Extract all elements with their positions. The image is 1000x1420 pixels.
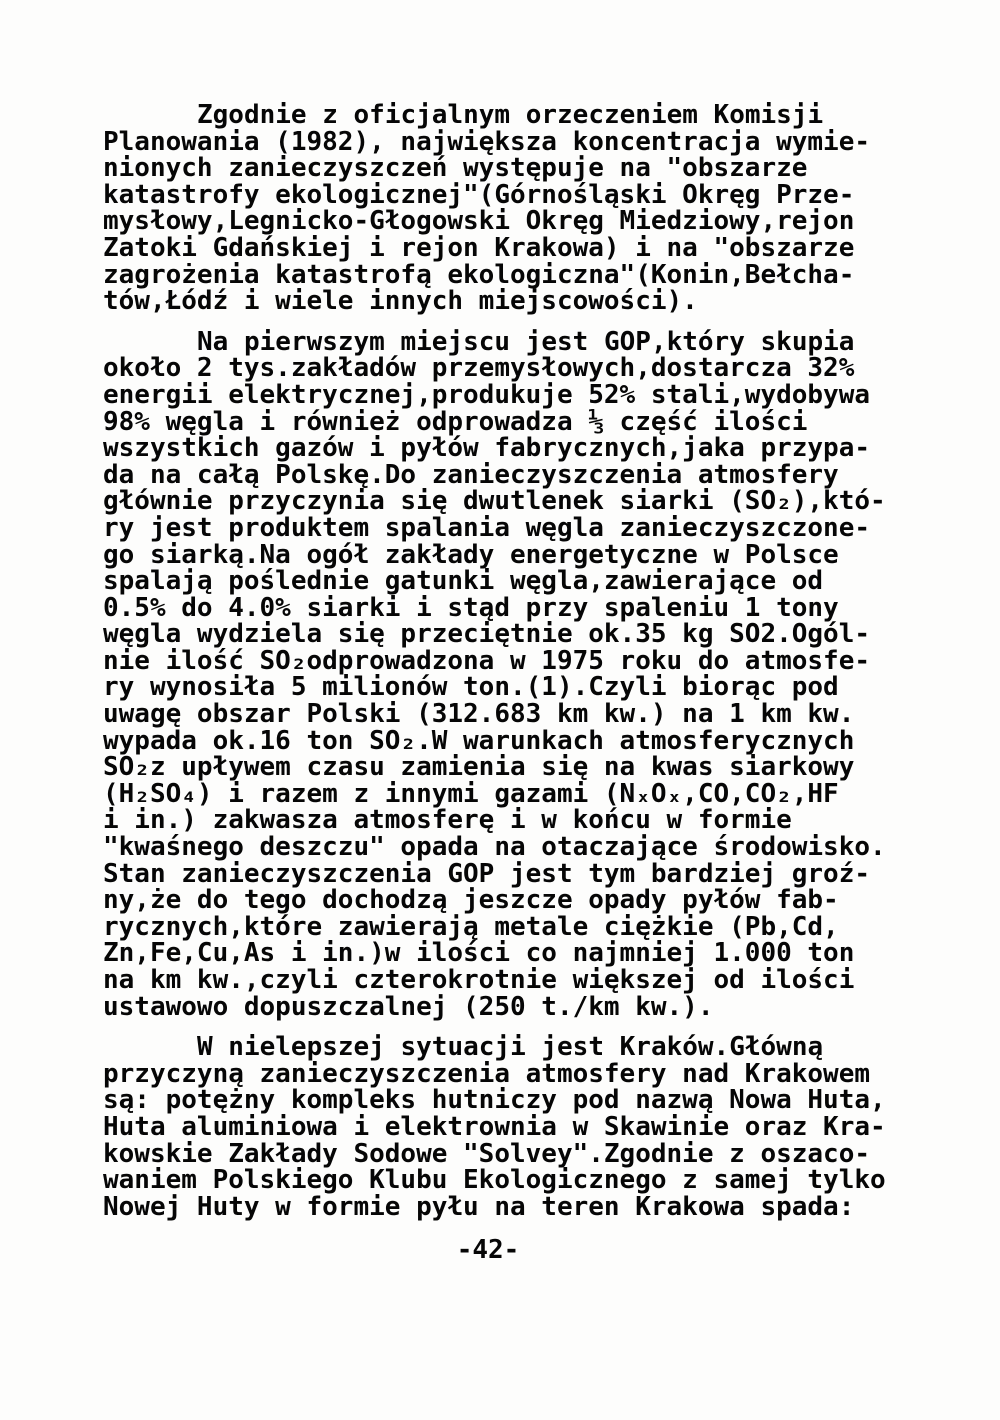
text-line: Huta aluminiowa i elektrownia w Skawinie oraz Kra- <box>103 1111 886 1142</box>
text-line: nionych zanieczyszczeń występuje na "obszarze <box>103 153 808 184</box>
text-line: Zgodnie z oficjalnym orzeczeniem Komisji <box>197 100 824 130</box>
page-number: -42- <box>456 1235 520 1266</box>
text-line: przyczyną zanieczyszczenia atmosfery nad Krakowem <box>103 1058 871 1089</box>
text-line: spalają poślednie gatunki węgla,zawierające od <box>103 566 824 597</box>
text-line: ry wynosiła 5 milionów ton.(1).Czyli biorąc pod <box>103 672 839 703</box>
text-line: wszystkich gazów i pyłów fabrycznych,jaka przypa- <box>103 433 871 464</box>
text-line: Na pierwszym miejscu jest GOP,który skupia <box>197 326 855 357</box>
text-line: zagrożenia katastrofą ekologiczna"(Konin,Bełcha- <box>103 259 855 290</box>
text-line: da na całą Polskę.Do zanieczyszczenia atmosfery <box>103 459 839 490</box>
text-line: go siarką.Na ogół zakłady energetyczne w Polsce <box>103 539 839 570</box>
text-line: tów,Łódź i wiele innych miejscowości). <box>103 286 698 317</box>
text-line: na km kw.,czyli czterokrotnie większej od ilości <box>103 965 855 995</box>
text-line: 98% węgla i również odprowadza ⅓ część ilości <box>103 406 808 437</box>
text-line: i in.) zakwasza atmosferę i w końcu w formie <box>103 805 792 836</box>
text-line: ny,że do tego dochodzą jeszcze opady pyłów fab- <box>103 885 839 916</box>
text-line: Zn,Fe,Cu,As i in.)w ilości co najmniej 1.000 ton <box>103 938 855 969</box>
text-line: W nielepszej sytuacji jest Kraków.Główną <box>197 1032 824 1063</box>
text-line: mysłowy,Legnicko-Głogowski Okręg Miedziowy,rejon <box>103 206 855 237</box>
text-line: są: potężny kompleks hutniczy pod nazwą Nowa Huta, <box>103 1085 886 1116</box>
text-line: uwagę obszar Polski (312.683 km kw.) na 1 km kw. <box>103 699 855 730</box>
text-line: głównie przyczynia się dwutlenek siarki (SO₂),któ- <box>103 486 886 517</box>
text-line: Stan zanieczyszczenia GOP jest tym bardziej groź- <box>103 858 871 889</box>
text-line: Zatoki Gdańskiej i rejon Krakowa) i na "obszarze <box>103 232 855 263</box>
text-line: wypada ok.16 ton SO₂.W warunkach atmosferycznych <box>103 725 855 756</box>
paragraph-1 <box>103 102 970 315</box>
text-line: "kwaśnego deszczu" opada na otaczające środowisko. <box>103 832 886 863</box>
text-line: (H₂SO₄) i razem z innymi gazami (NₓOₓ,CO,CO₂,HF <box>103 778 839 809</box>
text-line: około 2 tys.zakładów przemysłowych,dostarcza 32% <box>103 353 855 384</box>
text-line: ustawowo dopuszczalnej (250 t./km kw.). <box>103 991 714 1022</box>
paragraph-3 <box>103 1034 970 1220</box>
text-line: SO₂z upływem czasu zamienia się na kwas siarkowy <box>103 752 855 783</box>
text-line: energii elektrycznej,produkuje 52% stali,wydobywa <box>103 379 871 410</box>
text-line: Planowania (1982), największa koncentracja wymie- <box>103 126 871 157</box>
text-line: ry jest produktem spalania węgla zanieczyszczone- <box>103 512 871 543</box>
text-line: 0.5% do 4.0% siarki i stąd przy spaleniu 1 tony <box>103 592 839 623</box>
text-line: Nowej Huty w formie pyłu na teren Krakowa spada: <box>103 1191 855 1222</box>
text-line: kowskie Zakłady Sodowe "Solvey".Zgodnie z oszaco- <box>103 1138 871 1169</box>
text-line: waniem Polskiego Klubu Ekologicznego z samej tylko <box>103 1165 886 1196</box>
paragraph-2 <box>103 326 970 1022</box>
text-line: katastrofy ekologicznej"(Górnośląski Okręg Prze- <box>103 179 855 210</box>
text-line: rycznych,które zawierają metale ciężkie (Pb,Cd, <box>103 911 839 942</box>
text-line: węgla wydziela się przeciętnie ok.35 kg SO2.Ogól- <box>103 619 871 650</box>
text-line: nie ilość SO₂odprowadzona w 1975 roku do atmosfe- <box>103 645 871 676</box>
